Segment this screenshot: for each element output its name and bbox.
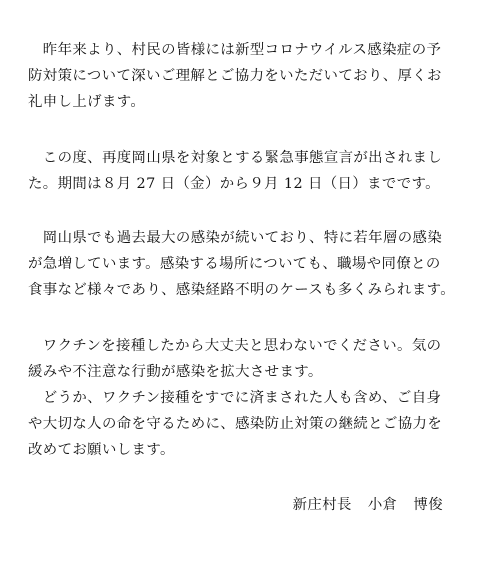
paragraph-4-line-1: ワクチンを接種したから大丈夫と思わないでください。気の — [28, 338, 442, 354]
paragraph-3-line-3: 食事など様々であり、感染経路不明のケースも多くみられます。 — [28, 282, 456, 298]
paragraph-4-line-4: や大切な人の命を守るために、感染防止対策の継続とご協力を — [28, 416, 443, 432]
paragraph-3-line-2: が急増しています。感染する場所についても、職場や同僚との — [28, 256, 441, 272]
paragraph-1-line-3: 礼申し上げます。 — [28, 94, 146, 110]
paragraph-4-line-5: 改めてお願いします。 — [28, 442, 175, 458]
signature-given-name: 博俊 — [413, 497, 443, 513]
paragraph-1-line-2: 防対策について深いご理解とご協力をいただいており、厚くお — [28, 68, 442, 84]
paragraph-4-line-2: 緩みや不注意な行動が感染を拡大させます。 — [28, 364, 323, 380]
paragraph-2-line-2: た。期間は８月 27 日（金）から９月 12 日（日）までです。 — [28, 176, 440, 192]
paragraph-2-line-1: この度、再度岡山県を対象とする緊急事態宣言が出されまし — [28, 150, 443, 166]
signature-title: 新庄村長 — [292, 497, 352, 513]
paragraph-4-line-3: どうか、ワクチン接種をすでに済まされた人も含め、ご自身 — [28, 390, 442, 406]
signature — [293, 495, 443, 515]
paragraph-3-line-1: 岡山県でも過去最大の感染が続いており、特に若年層の感染 — [28, 230, 443, 246]
signature-family-name: 小倉 — [367, 497, 398, 513]
paragraph-1-line-1: 昨年来より、村民の皆様には新型コロナウイルス感染症の予 — [28, 42, 442, 58]
